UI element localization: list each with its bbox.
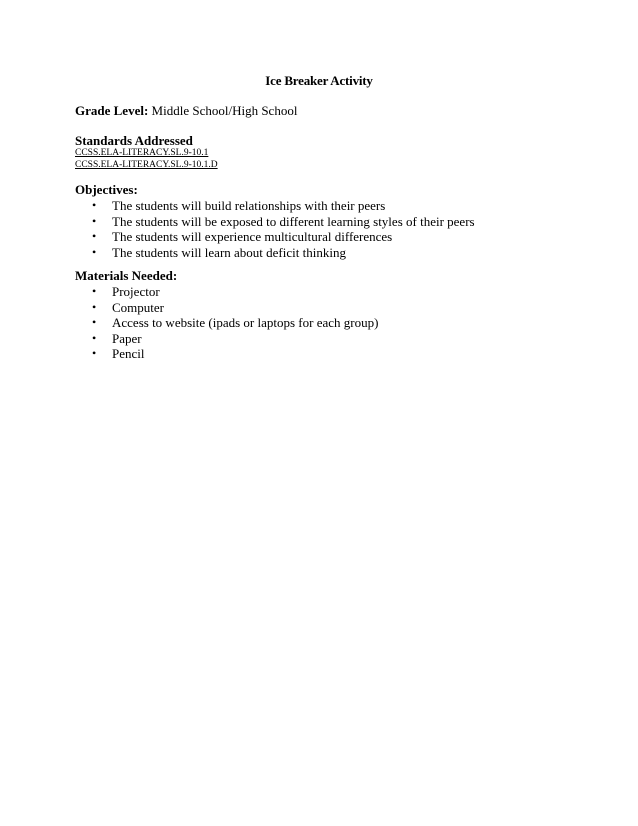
- material-text: Paper: [112, 330, 142, 346]
- material-text: Pencil: [112, 346, 145, 362]
- materials-list: [75, 284, 378, 362]
- list-item: [75, 346, 378, 362]
- material-text: Projector: [112, 284, 160, 299]
- list-item: [75, 284, 378, 300]
- objective-text: The students will be exposed to different learning styles of their peers: [112, 213, 475, 229]
- list-item: [75, 198, 475, 214]
- grade-level-label: Grade Level:: [75, 103, 149, 118]
- grade-level-value: Middle School/High School: [151, 103, 298, 118]
- bullet-icon: •: [92, 213, 97, 228]
- bullet-icon: •: [92, 299, 97, 314]
- list-item: [75, 315, 378, 331]
- list-item: [75, 229, 475, 245]
- materials-heading: Materials Needed:: [75, 268, 178, 283]
- material-text: Computer: [112, 299, 164, 315]
- document-title: Ice Breaker Activity: [265, 73, 373, 88]
- bullet-icon: •: [92, 330, 97, 345]
- bullet-icon: •: [92, 198, 97, 212]
- standard-link[interactable]: CCSS.ELA-LITERACY.SL.9-10.1: [75, 148, 209, 158]
- objectives-heading: Objectives:: [75, 182, 138, 197]
- objective-text: The students will learn about deficit thinking: [112, 244, 346, 260]
- material-text: Access to website (ipads or laptops for each group): [112, 315, 379, 331]
- bullet-icon: •: [92, 244, 97, 259]
- bullet-icon: •: [92, 346, 97, 361]
- grade-level-line: [75, 103, 297, 119]
- list-item: [75, 331, 378, 347]
- list-item: [75, 245, 475, 261]
- bullet-icon: •: [92, 229, 97, 244]
- standard-link[interactable]: CCSS.ELA-LITERACY.SL.9-10.1.D: [75, 160, 218, 170]
- list-item: [75, 300, 378, 316]
- objectives-list: [75, 198, 475, 260]
- objective-text: The students will experience multicultural differences: [112, 229, 393, 245]
- bullet-icon: •: [92, 315, 97, 330]
- bullet-icon: •: [92, 284, 97, 298]
- list-item: [75, 214, 475, 230]
- standards-heading: Standards Addressed: [75, 133, 193, 148]
- objective-text: The students will build relationships with their peers: [112, 198, 386, 213]
